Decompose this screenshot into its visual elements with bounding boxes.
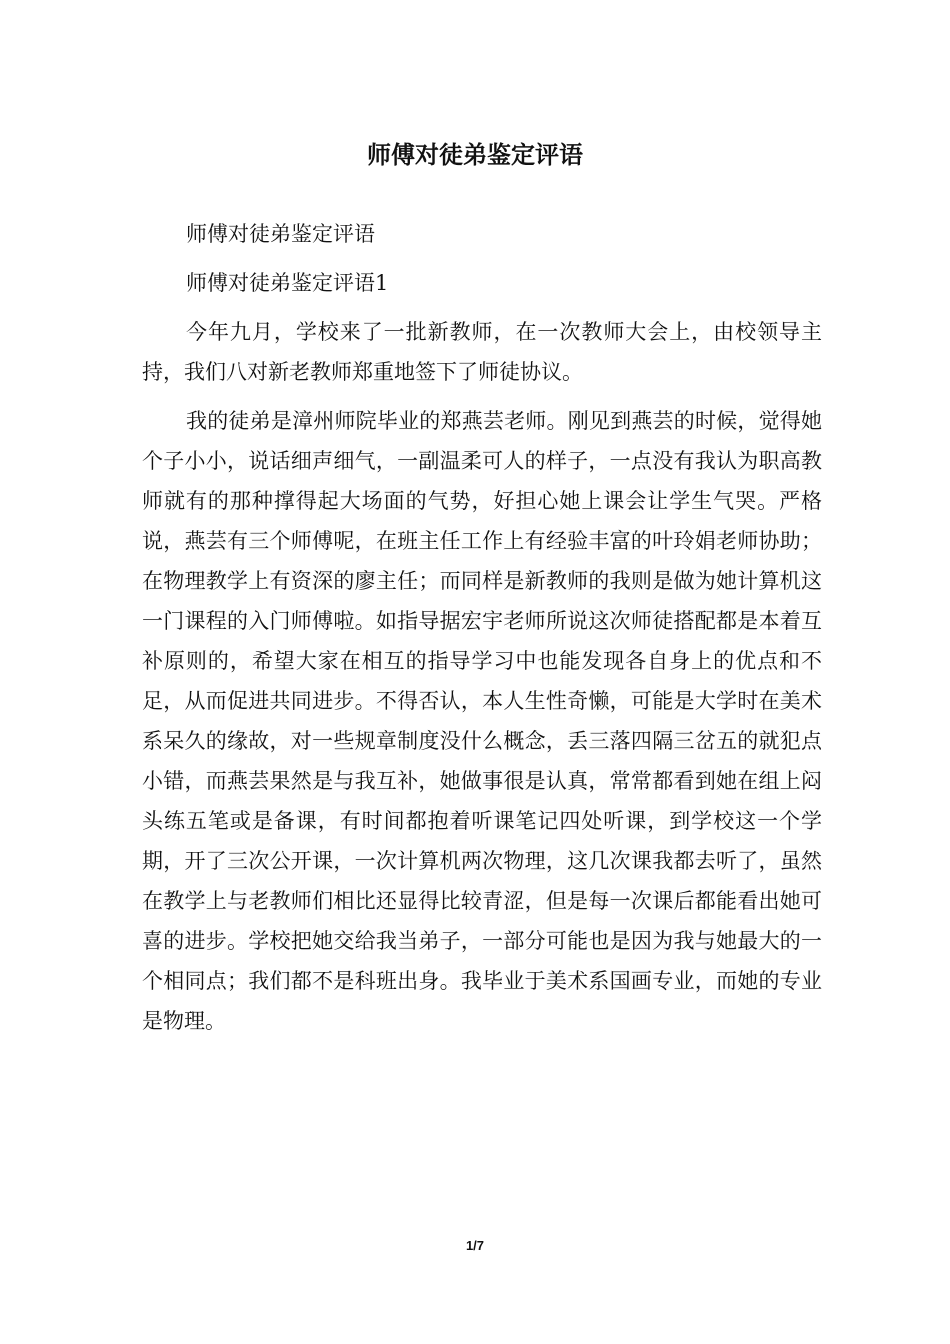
paragraph-subheading: 师傅对徒弟鉴定评语1 xyxy=(186,271,389,295)
paragraph-main: 我的徒弟是漳州师院毕业的郑燕芸老师。刚见到燕芸的时候，觉得她个子小小，说话细声细气，一副温柔可人的样子，一点没有我认为职高教师就有的那种撑得起大场面的气势，好担心她上课会让学生气哭。严格说，燕芸有三个师傅呢，在班主任工作上有经验丰富的叶玲娟老师协助；在物理教学上有资深的廖主任；而同样是新教师的我则是做为她计算机这一门课程的入门师傅啦。如指导据宏宇老师所说这次师徒搭配都是本着互补原则的，希望大家在相互的指导学习中也能发现各自身上的优点和不足，从而促进共同进步。不得否认，本人生性奇懒，可能是大学时在美术系呆久的缘故，对一些规章制度没什么概念，丢三落四隔三岔五的就犯点小错，而燕芸果然是与我互补，她做事很是认真，常常都看到她在组上闷头练五笔或是备课，有时间都抱着听课笔记四处听课，到学校这一个学期，开了三次公开课，一次计算机两次物理，这几次课我都去听了，虽然在教学上与老教师们相比还显得比较青涩，但是每一次课后都能看出她可喜的进步。学校把她交给我当弟子，一部分可能也是因为我与她最大的一个相同点；我们都不是科班出身。我毕业于美术系国画专业，而她的专业是物理。 xyxy=(142,409,822,1033)
paragraph-heading: 师傅对徒弟鉴定评语 xyxy=(186,222,375,246)
document-title: 师傅对徒弟鉴定评语 xyxy=(367,140,583,169)
paragraph-intro: 今年九月，学校来了一批新教师，在一次教师大会上，由校领导主持，我们八对新老教师郑重地签下了师徒协议。 xyxy=(142,320,822,384)
page-number: 1/7 xyxy=(465,1238,485,1253)
document-body xyxy=(142,214,822,1050)
